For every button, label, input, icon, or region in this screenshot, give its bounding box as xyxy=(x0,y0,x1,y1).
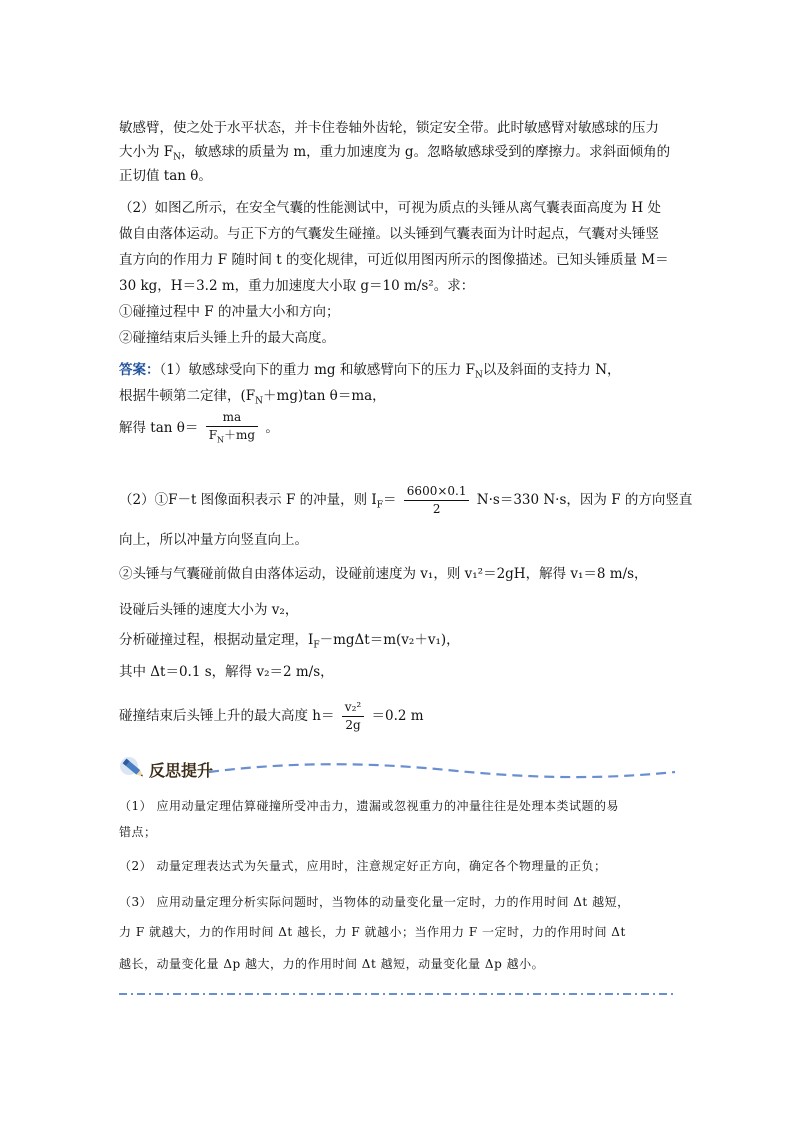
reflection-title: 反思提升 xyxy=(149,761,214,780)
problem-line-4: （2）如图乙所示，在安全气囊的性能测试中，可视为质点的头锤从离气囊表面高度为 H 处 xyxy=(119,200,661,216)
reflection-item-3a: （3） 应用动量定理分析实际问题时，当物体的动量变化量一定时，力的作用时间 Δt 越短， xyxy=(119,895,630,909)
fraction-tan: $\frac{ma}{F_N+mg}$ xyxy=(206,410,258,447)
answer-label: 答案： xyxy=(119,362,160,378)
fraction-impulse: $\frac{6600\times 0.1}{2}$ xyxy=(404,484,470,517)
problem-line-7: 30 kg，H＝3.2 m，重力加速度大小取 g＝10 m/s²。求： xyxy=(119,278,475,294)
fraction-height: $\frac{\text{v₂²}}{2g}$ xyxy=(342,700,364,733)
reflection-header xyxy=(117,750,677,790)
problem-line-1: 敏感臂，使之处于水平状态，并卡住卷轴外齿轮，锁定安全带。此时敏感臂对敏感球的压力 xyxy=(119,120,659,136)
answer-line-6: ②头锤与气囊碰前做自由落体运动，设碰前速度为 v₁，则 v₁²＝2gH，解得 v₁＝8 m/s， xyxy=(119,566,648,582)
answer-line-4: （2）①F－t 图像面积表示 F 的冲量，则 $I_F=$ $\frac{6600\times 0.1}{2}$ N·s＝330 N·s，因为 F 的方向竖直 xyxy=(119,484,693,516)
answer-line-2: 根据牛顿第二定律，$(F_N+mg)\tan$ θ＝ma， xyxy=(119,388,386,407)
pencil-icon xyxy=(117,752,151,786)
answer-line-3: 解得 tan θ＝ $\frac{ma}{F_N+mg}$ 。 xyxy=(119,410,279,447)
answer-line-8: 分析碰撞过程，根据动量定理，$I_F-mg\Delta t=m(v_2+v_1)$， xyxy=(119,632,460,651)
question-2: ②碰撞结束后头锤上升的最大高度。 xyxy=(119,330,335,346)
answer-line-1: 答案：（1）敏感球受向下的重力 mg 和敏感臂向下的压力 $F_N$以及斜面的支持力 N， xyxy=(119,362,621,381)
answer-line-9: 其中 Δt＝0.1 s，解得 v₂＝2 m/s， xyxy=(119,664,334,680)
answer-line-7: 设碰后头锤的速度大小为 v₂， xyxy=(119,602,299,618)
problem-line-5: 做自由落体运动。与正下方的气囊发生碰撞。以头锤到气囊表面为计时起点，气囊对头锤竖 xyxy=(119,226,659,242)
answer-line-10: 碰撞结束后头锤上升的最大高度 h＝ $\frac{\text{v₂²}}{2g}$ ＝0.2 m xyxy=(119,700,424,732)
question-1: ①碰撞过程中 F 的冲量大小和方向； xyxy=(119,304,340,320)
problem-line-2: 大小为 $F_N$，敏感球的质量为 m，重力加速度为 g。忽略敏感球受到的摩擦力。求斜面倾角的 xyxy=(119,144,671,163)
reflection-item-3c: 越长，动量变化量 Δp 越大，力的作用时间 Δt 越短，动量变化量 Δp 越小。 xyxy=(119,957,545,971)
reflection-item-3b: 力 F 就越大，力的作用时间 Δt 越长，力 F 就越小；当作用力 F 一定时，力的作用时间 Δt xyxy=(119,925,626,939)
bottom-divider xyxy=(119,993,674,995)
reflection-item-1a: （1） 应用动量定理估算碰撞所受冲击力，遗漏或忽视重力的冲量往往是处理本类试题的易 xyxy=(119,799,619,813)
reflection-item-1b: 错点； xyxy=(119,825,157,839)
answer-line-5: 向上，所以冲量方向竖直向上。 xyxy=(119,532,308,548)
problem-line-6: 直方向的作用力 F 随时间 t 的变化规律，可近似用图丙所示的图像描述。已知头锤质量 M＝ xyxy=(119,252,669,268)
reflection-item-2: （2） 动量定理表达式为矢量式，应用时，注意规定好正方向，确定各个物理量的正负； xyxy=(119,859,607,873)
problem-line-3: 正切值 tan θ。 xyxy=(119,168,212,184)
